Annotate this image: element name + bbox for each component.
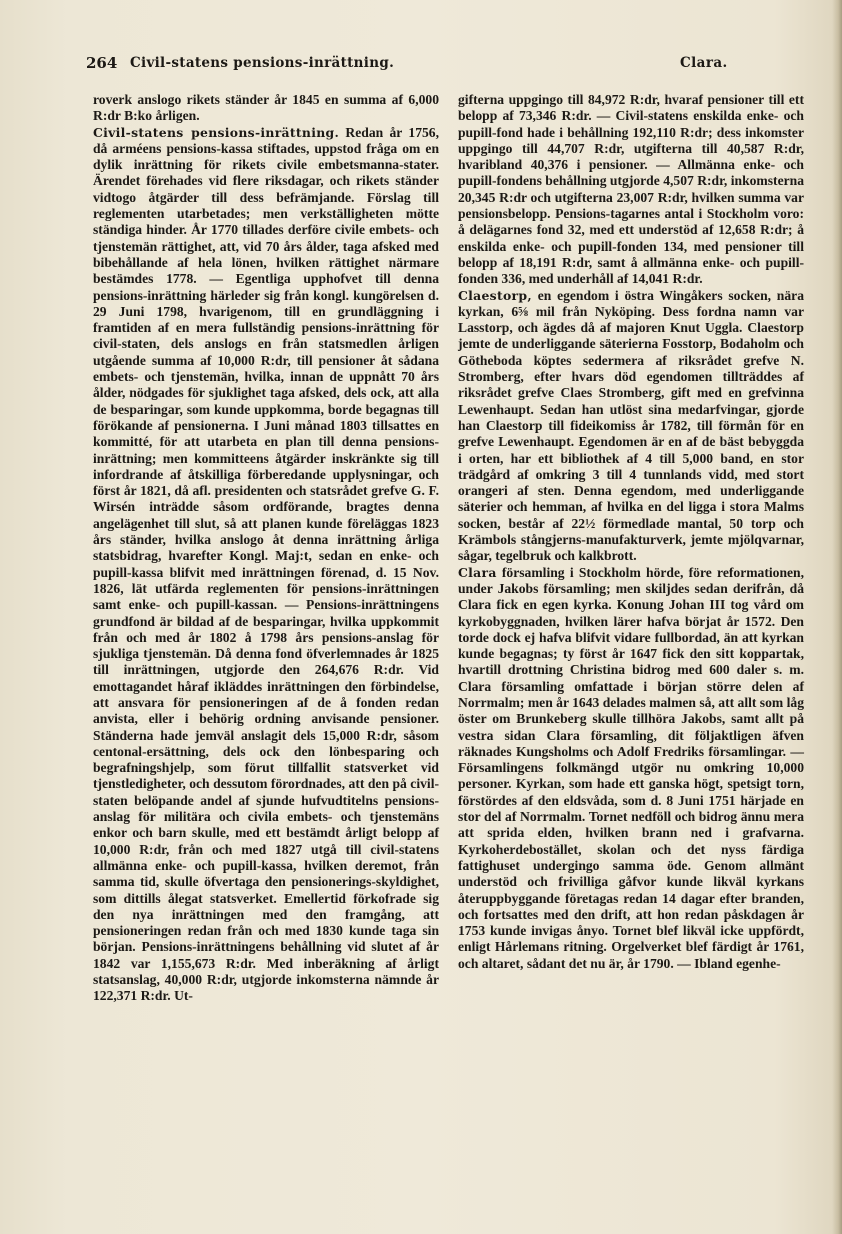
left-column [93, 92, 439, 1005]
entry-clara [458, 565, 804, 972]
running-title: Civil-statens pensions-inrättning. [130, 55, 395, 71]
entry-heading: Clara [458, 564, 497, 580]
entry-civil-statens [93, 125, 439, 1005]
entry-text: Redan år 1756, då arméens pensions-kassa stiftades, uppstod fråga om en dylik inrättning för rikets civile embetsmanna-stater. Ärendet förehades vid flere riksdagar, och rikets ständer vidtogo åtgärder till dess befrämjande. Förslag till reglementen utarbetades; men verkställigheten mötte ständiga hinder. År 1770 tillades derföre civile embets- och tjenstemän rättighet, att, vid 70 års ålder, taga afsked med bibehållande af hela lönen, hvilken rättighet närmare bestämdes 1778. — Egentliga upphofvet till denna pensions-inrättning härleder sig från kongl. kungörelsen d. 29 Juni 1798, hvarigenom, till en grundläggning i framtiden af en mera fullständig pensions-inrättning för civil-staten, dels anslogs en från statsmedlen årligen utgående summa af 10,000 R:dr, till pensioner åt sådana embets- och tjenstemän, hvilka, innan de uppnått 70 års ålder, nödgades för sjuklighet taga afsked, dels ock, att alla de besparingar, som kunde uppkomma, borde begagnas till förökande af pensionerna. I Juni månad 1803 tillsattes en kommitté, för att utarbeta en plan till denna pensions-inrättning; men kommitteens åtgärder inskränkte sig till infordrande af åtskilliga förberedande upplysningar, och först år 1821, då afl. presidenten och statsrådet grefve G. F. Wirsén inträdde såsom ordförande, bragtes denna angelägenhet till slut, så att planen kunde föreläggas 1823 års ständer, hvilka anslogo åt denna inrättning årliga statsbidrag, hvarefter Kongl. Maj:t, sedan en enke- och pupill-kassa blifvit med inrättningen förenad, d. 15 Nov. 1826, lät utfärda reglementen för pensions-inrättningen samt enke- och pupill-kassan. — Pensions-inrättningens grundfond är bildad af de besparingar, hvilka uppkommit från och med år 1802 å 1798 års pensions-anslag för sjukliga tjenstemän. Då denna fond öfverlemnades år 1825 till inrättningen, utgjorde den 264,676 R:dr. Vid emottagandet håraf ikläddes inrättningen den förbindelse, att ansvara för pensioneringen af de å fonden redan anvista, eller i behörig ordning anvisande pensioner. Ständerna hade jemväl anslagit dels 15,000 R:dr, såsom centonal-ersättning, dels ock den lönbesparing och begrafningshjelp, som förut tillfallit statsverket vid tjenstledigheter, och dessutom förordnades, att den på civil-staten belöpande andel af sjunde hufvudtitelns pensions-anslag för militära och civila embets- och tjenstemäns enkor och barn skulle, med ett bestämdt årligt belopp af 10,000 R:dr, från och med 1827 utgå till civil-statens allmänna enke- och pupill-kassa, hvilken deremot, från samma tid, skulle öfvertaga den pensionerings-skyldighet, som dittills ålegat statsverket. Emellertid förkofrade sig den nya inrättningen med den framgång, att pensioneringen redan från och med 1830 kunde taga sin början. Pensions-inrättningens behållning vid slutet af år 1842 var 1,155,673 R:dr. Med inberäkning af årligt statsanslag, 40,000 R:dr, utgjorde inkomsterna nämnde år 122,371 R:dr. Ut- [93, 124, 439, 1004]
right-column [458, 92, 804, 972]
entry-text: församling i Stockholm hörde, före reformationen, under Jakobs församling; men skiljdes sedan derifrån, då Clara fick en egen kyrka. Konung Johan III tog vård om kyrkobyggnaden, hvilken lärer hafva börjat år 1572. Den torde dock ej hafva blifvit vidare fullbordad, än att kyrkan kunde begagnas; ty först år 1647 fick den sitt koppartak, hvartill drottning Christina bidrog med 600 daler s. m. Clara församling omfattade i början större delen af Norrmalm; men år 1643 delades malmen så, att allt som låg öster om Brunkeberg skulle tillhöra Jakobs, samt allt på vestra sidan Clara församling, dit följaktligen äfven räknades Kungsholms och Adolf Fredriks församlingar. — Församlingens folkmängd utgör nu omkring 10,000 personer. Kyrkan, som hade ett ganska högt, spetsigt torn, förstördes af den eldsvåda, som d. 8 Juni 1751 härjade en stor del af Norrmalm. Tornet nedföll och bidrog ännu mera att sprida elden, hvilken brann ned i grafvarna. Kyrkoherdebostället, skolan och det nyss färdiga fattighuset undergingo samma öde. Genom allmänt understöd och frivilliga gåfvor kunde likväl kyrkans återuppbyggande företagas redan 14 dagar efter branden, och fortsattes med den drift, att hon redan påskdagen år 1753 kunde invigas ånyo. Tornet blef likväl icke uppfördt, enligt Hårlemans ritning. Orgelverket blef färdigt år 1761, och altaret, sådant det nu är, år 1790. — Ibland egenhe- [458, 564, 804, 971]
entry-heading: Civil-statens pensions-inrättning. [93, 124, 340, 140]
entry-claestorp [458, 288, 804, 565]
page-number: 264 [86, 54, 118, 72]
paragraph-text: roverk anslogo rikets ständer år 1845 en summa af 6,000 R:dr B:ko årligen. [93, 92, 439, 124]
page-header [86, 54, 728, 76]
entry-heading: Claestorp, [458, 287, 532, 303]
running-keyword: Clara. [680, 55, 728, 71]
paragraph [458, 92, 804, 288]
paragraph-text: gifterna uppgingo till 84,972 R:dr, hvaraf pensioner till ett belopp af 73,346 R:dr. — Civil-statens enskilda enke- och pupill-fond hade i behållning 192,110 R:dr; dess inkomster uppgingo till 44,707 R:dr, utgifterna till 40,587 R:dr, hvaribland 40,376 i pensioner. — Allmänna enke- och pupill-fondens behållning utgjorde 4,507 R:dr, inkomsterna 20,345 R:dr och utgifterna 23,007 R:dr, hvilken summa var pensionsbelopp. Pensions-tagarnes antal i Stockholm voro: å delägarnes fond 32, med ett understöd af 12,658 R:dr; å enskilda enke- och pupill-fonden 134, med pensioner till belopp af 18,191 R:dr, samt å allmänna enke- och pupill-fonden 336, med underhåll af 14,041 R:dr. [458, 92, 804, 287]
page-edge-shadow [832, 0, 842, 1234]
entry-text: en egendom i östra Wingåkers socken, nära kyrkan, 6⅝ mil från Nyköping. Dess fordna namn var Lasstorp, och ägdes då af majoren Knut Uggla. Claestorp jemte de underliggande säterierna Fosstorp, Bodaholm och Götheboda köptes sedermera af riksrådet grefve N. Stromberg, efter hvars död egendomen tillträddes af riksrådet grefve Claes Stromberg, gift med en grefvinna Lewenhaupt. Sedan han utlöst sina medarfvingar, gjorde han Claestorp till fideikomiss år 1782, till förmån för en grefve Lewenhaupt. Egendomen är en af de bäst bebyggda i orten, har ett bibliothek af 4 till 5,000 band, en stor trädgård af omkring 3 till 4 tunnlands vidd, med stort orangeri af sten. Denna egendom, med underliggande säterier och hemman, af hvilka en del ligga i stora Malms socken, består af 22½ förmedlade mantal, 50 torp och Krämbols stångjerns-manufakturverk, jemte mjölqvarnar, sågar, tegelbruk och kalkbrott. [458, 287, 804, 564]
paragraph [93, 92, 439, 125]
